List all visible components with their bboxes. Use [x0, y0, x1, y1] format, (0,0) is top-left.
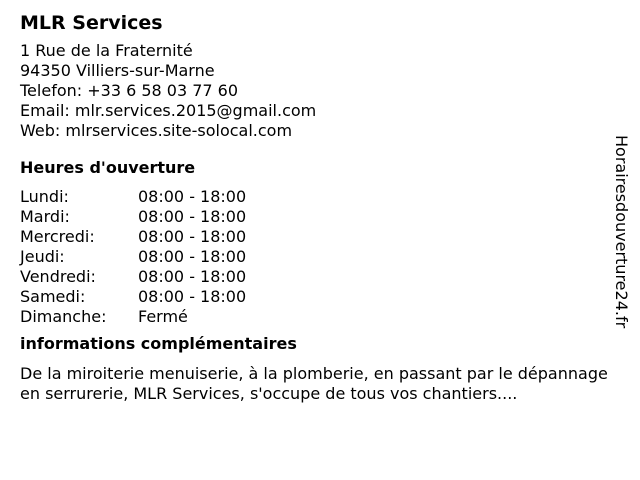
day-hours: 08:00 - 18:00 [138, 227, 247, 246]
day-label: Lundi: [20, 187, 69, 206]
web-line: Web: mlrservices.site-solocal.com [20, 121, 293, 140]
email-line: Email: mlr.services.2015@gmail.com [20, 101, 317, 120]
hours-row-sunday [20, 307, 610, 327]
hours-row-friday [20, 267, 610, 287]
hours-row-saturday [20, 287, 610, 307]
day-label: Mercredi: [20, 227, 95, 246]
day-hours: 08:00 - 18:00 [138, 187, 247, 206]
day-label: Mardi: [20, 207, 70, 226]
day-hours: 08:00 - 18:00 [138, 287, 247, 306]
day-label: Dimanche: [20, 307, 107, 326]
business-card [20, 10, 610, 404]
hours-row-monday [20, 187, 610, 207]
info-heading: informations complémentaires [20, 334, 297, 353]
hours-list [20, 187, 610, 327]
phone-line: Telefon: +33 6 58 03 77 60 [20, 81, 239, 100]
site-brand-vertical: Horairesdouverture24.fr [612, 135, 631, 329]
hours-row-thursday [20, 247, 610, 267]
hours-heading: Heures d'ouverture [20, 158, 196, 177]
hours-row-tuesday [20, 207, 610, 227]
address-city: 94350 Villiers-sur-Marne [20, 61, 215, 80]
day-label: Jeudi: [20, 247, 65, 266]
business-name: MLR Services [20, 12, 163, 34]
contact-block [20, 41, 610, 141]
day-hours: 08:00 - 18:00 [138, 207, 247, 226]
day-label: Vendredi: [20, 267, 96, 286]
hours-row-wednesday [20, 227, 610, 247]
info-description: De la miroiterie menuiserie, à la plomberie, en passant par le dépannage en serrurerie, MLR Services, s'occupe de tous vos chantiers.... [20, 364, 608, 403]
day-hours: Fermé [138, 307, 188, 326]
day-hours: 08:00 - 18:00 [138, 267, 247, 286]
day-label: Samedi: [20, 287, 86, 306]
day-hours: 08:00 - 18:00 [138, 247, 247, 266]
address-street: 1 Rue de la Fraternité [20, 41, 193, 60]
